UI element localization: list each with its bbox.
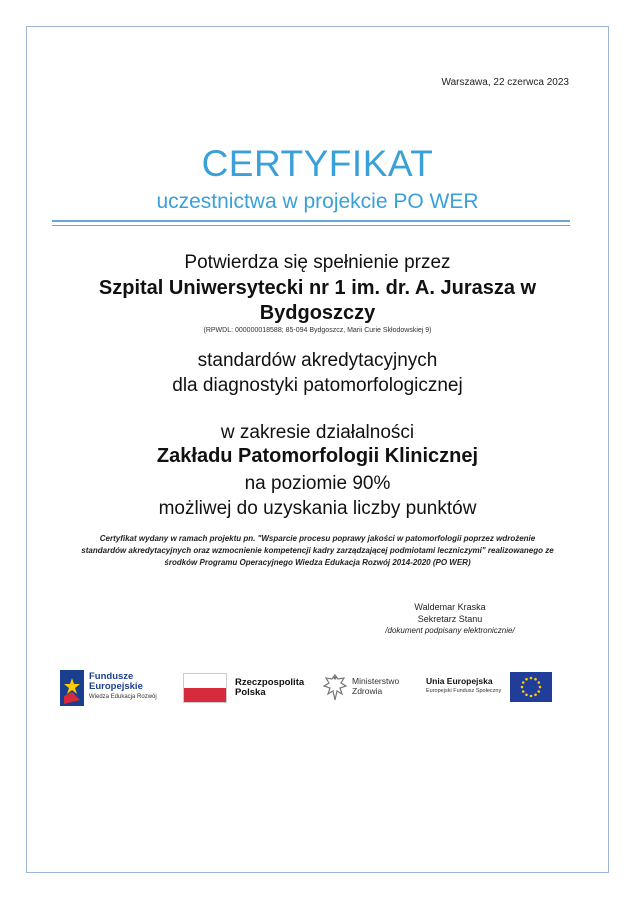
eu-star-icon xyxy=(525,693,528,696)
fundusze-europejskie-logo xyxy=(60,668,180,708)
eu-star-icon xyxy=(521,686,524,689)
signature-block xyxy=(360,601,540,637)
signatory-role: Sekretarz Stanu xyxy=(417,614,483,624)
issue-date: Warszawa, 22 czerwca 2023 xyxy=(441,77,569,88)
divider-thin xyxy=(52,225,570,226)
rp-line2: Polska xyxy=(235,687,266,698)
polish-flag-icon xyxy=(183,673,227,703)
fe-line1: Fundusze xyxy=(89,671,134,682)
certificate-title: CERTYFIKAT xyxy=(201,143,434,184)
ue-line1: Unia Europejska xyxy=(426,676,493,686)
eu-star-icon xyxy=(537,681,540,684)
fe-line3: Wiedza Edukacja Rozwój xyxy=(89,694,157,700)
rp-line1: Rzeczpospolita xyxy=(235,677,305,688)
eu-star-icon xyxy=(522,690,525,693)
eu-star-icon xyxy=(530,695,533,698)
unia-europejska-logo xyxy=(426,668,556,708)
mz-line1: Ministerstwo xyxy=(352,676,400,686)
confirmation-text: Potwierdza się spełnienie przez xyxy=(184,252,451,273)
rzeczpospolita-logo xyxy=(183,668,303,708)
signature-note: /dokument podpisany elektronicznie/ xyxy=(385,626,515,635)
eu-star-icon xyxy=(530,677,533,680)
eu-star-icon xyxy=(525,678,528,681)
department-name: Zakładu Patomorfologii Klinicznej xyxy=(156,445,479,467)
signatory-name: Waldemar Kraska xyxy=(414,602,486,612)
certificate-subtitle: uczestnictwa w projekcie PO WER xyxy=(156,190,479,213)
score-description: możliwej do uzyskania liczby punktów xyxy=(158,498,477,519)
score-level: na poziomie 90% xyxy=(244,473,391,494)
fundusze-europejskie-icon xyxy=(60,670,84,706)
eu-star-icon xyxy=(534,678,537,681)
eu-star-icon xyxy=(539,686,542,689)
eagle-icon xyxy=(322,672,348,704)
project-note: Certyfikat wydany w ramach projektu pn. "Wsparcie procesu poprawy jakości w patomorfologii poprzez wdrożenie standardów akredytacyjnych oraz wzmocnienie kompetencji kadry zarządzającej podmiotami leczniczymi" realizowanego ze środków Programu Operacyjnego Wiedza Edukacja Rozwój 2014-2020 (PO WER) xyxy=(81,534,554,567)
mz-line2: Zdrowia xyxy=(352,686,383,696)
eu-star-icon xyxy=(522,681,525,684)
standards-text: standardów akredytacyjnych xyxy=(197,350,438,371)
eu-star-icon xyxy=(537,690,540,693)
diagnostics-text: dla diagnostyki patomorfologicznej xyxy=(172,375,463,396)
logos-bar xyxy=(60,668,560,708)
organization-address: (RPWDL: 000000018588; 85-094 Bydgoszcz, Marii Curie Skłodowskiej 9) xyxy=(203,327,432,334)
organization-name: Szpital Uniwersytecki nr 1 im. dr. A. Jurasza w Bydgoszczy xyxy=(98,277,537,324)
eu-flag-icon xyxy=(510,672,552,702)
ue-line2: Europejski Fundusz Społeczny xyxy=(426,688,502,694)
eu-star-icon xyxy=(534,693,537,696)
fe-line2: Europejskie xyxy=(89,681,143,692)
divider-thick xyxy=(52,220,570,222)
scope-text: w zakresie działalności xyxy=(220,422,415,443)
ministerstwo-zdrowia-logo xyxy=(322,668,422,708)
